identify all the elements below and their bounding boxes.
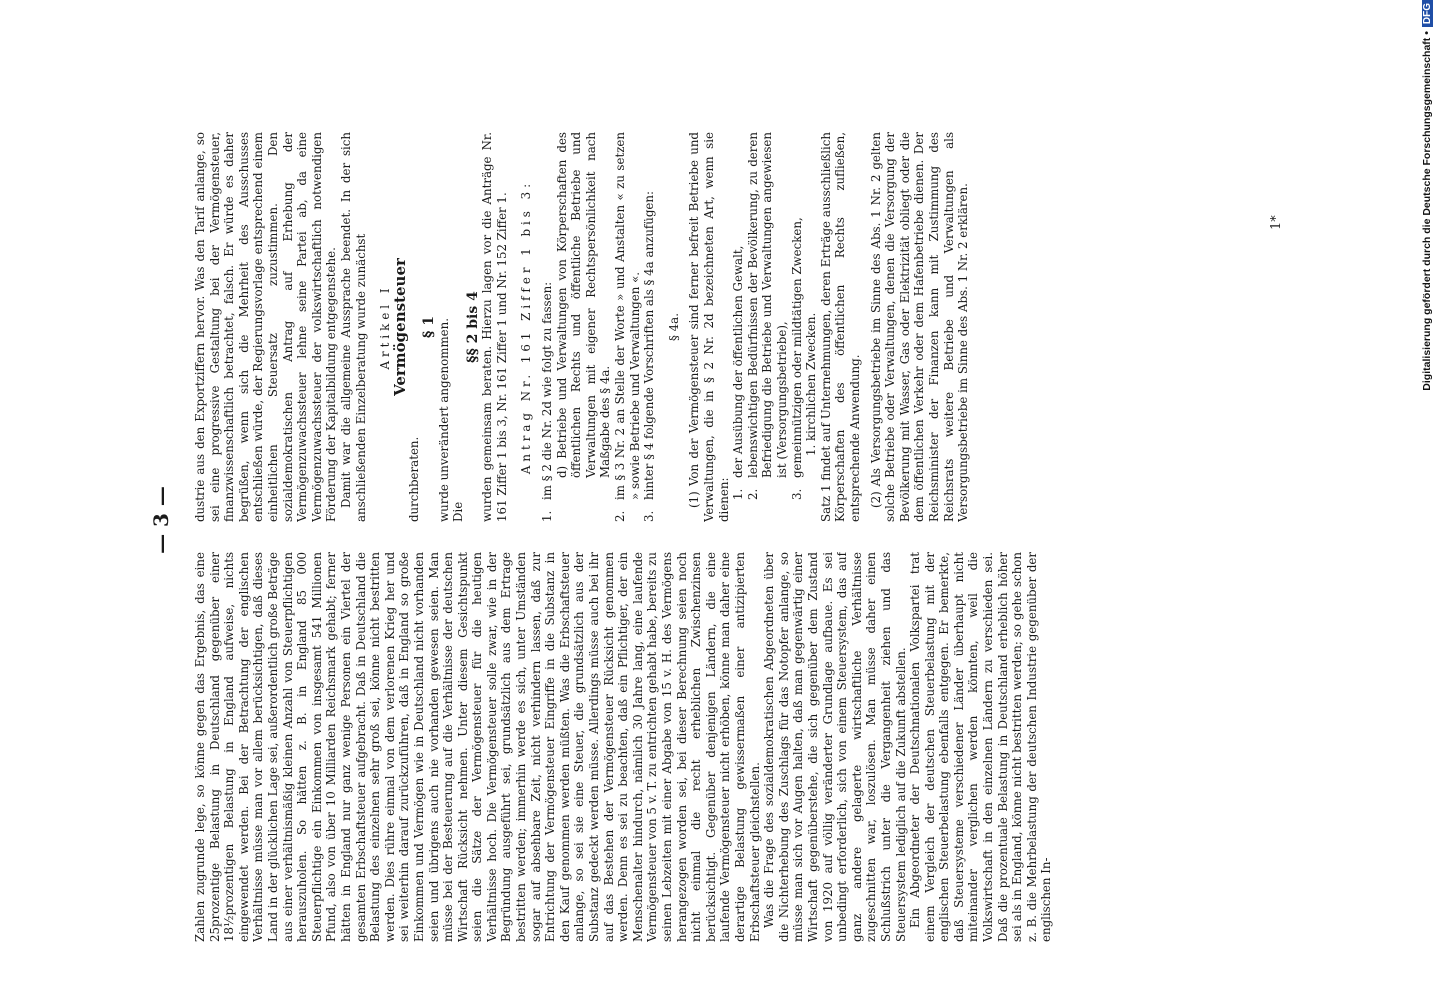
article-label: Artikel I (378, 284, 393, 370)
durchberaten-text: durchberaten. (407, 436, 422, 522)
paragraph-notopfer: Was die Frage des sozialdemokratischen Abgeordneten über die Nichterhebung des Zuschlags für das Notopfer anlange, so müsse man sich vor Augen halten, daß man gegenwärtig einer Wirtschaft gegenüberstehe, die sich gegenüber dem Zustand von 1920 auf völlig veränderter Grundlage aufbaue. Es sei unbedingt erforderlich, sich von einem Steuersystem, das auf ganz andere gelagerte wirtschaftliche Verhältnisse zugeschnitten war, loszulösen. Man müsse daher einen Schlußstrich unter die Vergangenheit ziehen und das Steuersystem lediglich auf die Zukunft abstellen. (762, 552, 908, 942)
list-item-number (804, 456, 819, 478)
section-2-4-label: §§ 2 bis 4 (464, 291, 481, 363)
list-item-text: lebenswichtigen Bedürfnissen der Bevölkerung, zu deren Befriedigung die Betriebe und Verwaltungen angewiesen ist (Versorgungsbetriebe), (745, 132, 789, 478)
antrag-item (642, 132, 657, 522)
section-1-label: § 1 (420, 316, 437, 338)
antrag-item (613, 132, 642, 522)
paragraph-deutschnational: Ein Abgeordneter der Deutschnationalen Volkspartei trat einem Vergleich der deutschen Steuerbelastung mit der englischen Steuerbelastung ebenfalls entgegen. Er bemerkte, daß Steuersysteme verschiedener Länder überhaupt nicht miteinander verglichen werden könnten, weil die Volkswirtschaft in den einzelnen Ländern zu verschieden sei. Daß die prozentuale Belastung in Deutschland erheblich höher sei als in England, könne nicht bestritten werden; so gehe schon z. B. die Mehrbelastung der deutschen Industrie gegenüber der englischen In- (908, 552, 1054, 942)
list-item-text: 1. kirchlichen Zwecken. (804, 312, 819, 456)
rotated-document-page (129, 50, 1299, 950)
section-4a-paragraph-2: (2) Als Versorgungsbetriebe im Sinne des Abs. 1 Nr. 2 gelten solche Betriebe oder Verwaltungen, denen die Versorgung der Bevölkerung mit Wasser, Gas oder Elektrizität obliegt oder die dem öffentlichen Verkehr oder dem Hafenbetriebe dienen. Der Reichsminister der Finanzen kann mit Zustimmung des Reichsrats weitere Betriebe und Verwaltungen als Versorgungsbetriebe im Sinne des Abs. 1 Nr. 2 erklären. (868, 132, 971, 522)
right-text-column (193, 132, 1288, 522)
antrag-item-text: hinter § 4 folgende Vorschriften als § 4a anzufügen: (642, 191, 657, 500)
section-1-text: wurde unverändert angenommen. (436, 318, 451, 522)
paragraph-aussprache: Damit war die allgemeine Aussprache beendet. In der sich anschließenden Einzelberatung wurde zunächst (338, 132, 368, 522)
paragraph-exportziffern: dustrie aus den Exportziffern hervor. Was den Tarif anlange, so sei eine progressive Gestaltung bei der Vermögensteuer, finanzwissenschaftlich betrachtet, falsch. Er würde es daher begrüßen, wenn sich die Mehrheit des Ausschusses entschließen würde, der Regierungsvorlage entsprechend einem einheitlichen Steuersatz zuzustimmen. Den sozialdemokratischen Antrag auf Erhebung der Vermögenzuwachssteuer lehne seine Partei ab, da eine Vermögenzuwachssteuer der volkswirtschaftlich notwendigen Förderung der Kapitalbildung entgegenstehe. (193, 132, 339, 522)
list-item-number: 3. (789, 488, 804, 500)
antrag-item-number (555, 478, 613, 500)
section-4a-list-item (790, 132, 805, 522)
antrag-heading: Antrag Nr. 161 Ziffer 1 bis 3: (519, 179, 534, 475)
die-label: Die (451, 501, 466, 522)
section-4a-paragraph-1: (1) Von der Vermögensteuer sind ferner befreit Betriebe und Verwaltungen, die in § 2 Nr. 2d bezeichneten Art, wenn sie dienen: (687, 132, 731, 522)
signature-mark: 1* (1269, 215, 1284, 230)
digitization-credit (1406, 0, 1434, 1000)
page-number: — 3 — (149, 486, 173, 554)
section-4a-list-item (731, 132, 746, 522)
antrag-item (540, 132, 555, 522)
list-item-text: gemeinnützigen oder mildtätigen Zwecken, (789, 217, 804, 478)
antrag-item-number: 3. (642, 510, 657, 522)
credit-text: Digitalisierung gefördert durch die Deutsche Forschungsgemeinschaft • (1421, 31, 1433, 391)
section-4a-list-item (804, 132, 819, 522)
dfg-logo: DFG (1422, 0, 1433, 27)
list-item-number: 1. (731, 488, 746, 500)
antrag-item-number: 1. (540, 510, 555, 522)
section-4a-list-item (746, 132, 790, 522)
section-4a-satz: Satz 1 findet auf Unternehmungen, deren Erträge ausschließlich Körperschaften des öffentlichen Rechts zufließen, entsprechende Anwendung. (818, 132, 862, 522)
section-2-4-text: wurden gemeinsam beraten. Hierzu lagen vor die Anträge Nr. 161 Ziffer 1 bis 3, Nr. 161 Ziffer 1 und Nr. 152 Ziffer 1. (480, 132, 509, 522)
antrag-item (555, 132, 613, 522)
list-item-number: 2. (745, 488, 760, 500)
article-title: Vermögensteuer (390, 258, 409, 396)
left-text-column (193, 552, 1288, 942)
section-4a-label: § 4a. (666, 313, 681, 341)
paragraph-steuervergleich: Zahlen zugrunde lege, so könne gegen das Ergebnis, das eine 25prozentige Belastung in Deutschland gegenüber einer 18½prozentigen Belastung in England aufweise, nichts eingewendet werden. Bei der Betrachtung der englischen Verhältnisse müsse man vor allem berücksichtigen, daß dieses Land in der glücklichen Lage sei, außerordentlich große Beträge aus einer verhältnismäßig kleinen Anzahl von Steuerpflichtigen herauszuholen. So hätten z. B. in England 85 000 Steuerpflichtige ein Einkommen von insgesamt 541 Millionen Pfund, also von über 10 Milliarden Reichsmark gehabt; ferner hätten in England nur ganz wenige Personen ein Viertel der gesamten Erbschaftsteuer aufgebracht. Daß in Deutschland die Belastung des einzelnen sehr groß sei, könne nicht bestritten werden. Dies rühre einmal von dem verlorenen Krieg her und sei weiterhin darauf zurückzuführen, daß in England so große Einkommen und Vermögen wie in Deutschland nicht vorhanden seien und übrigens auch nie vorhanden gewesen seien. Man müsse bei der Besteuerung auf die Verhältnisse der deutschen Wirtschaft Rücksicht nehmen. Unter diesem Gesichtspunkt seien die Sätze der Vermögensteuer für die heutigen Verhältnisse hoch. Die Vermögensteuer solle zwar, wie in der Begründung ausgeführt sei, grundsätzlich aus dem Ertrage bestritten werden; immerhin werde es sich, unter Umständen sogar auf absehbare Zeit, nicht verhindern lassen, daß zur Entrichtung der Vermögensteuer Eingriffe in die Substanz in den Kauf genommen werden müßten. Was die Erbschaftsteuer anlange, so sei sie eine Steuer, die grundsätzlich aus der Substanz gedeckt werden müsse. Allerdings müsse auch bei ihr auf das Bestehen der Vermögensteuer Rücksicht genommen werden. Denn es sei zu beachten, daß ein Pflichtiger, der ein Menschenalter hindurch, nämlich 30 Jahre lang, eine laufende Vermögensteuer von 5 v. T. zu entrichten gehabt habe, bereits zu seinen Lebzeiten mit einer Abgabe von 15 v. H. des Vermögens herangezogen worden sei, bei dieser Berechnung seien noch nicht einmal die recht erheblichen Zwischenzinsen berücksichtigt. Gegenüber denjenigen Ländern, die eine laufende Vermögensteuer nicht erhöben, könne man daher eine derartige Belastung gewissermaßen einer antizipierten Erbschaftsteuer gleichstellen. (193, 552, 762, 942)
antrag-item-text: d) Betriebe und Verwaltungen von Körperschaften des öffentlichen Rechts und öffentliche Betriebe und Verwaltungen mit eigener Rechtspersönlichkeit nach Maßgabe des § 4a. (554, 132, 613, 478)
antrag-item-number: 2. (613, 510, 628, 522)
antrag-item-text: im § 2 die Nr. 2d wie folgt zu fassen: (540, 281, 555, 500)
antrag-item-text: im § 3 Nr. 2 an Stelle der Worte » und Anstalten « zu setzen » sowie Betriebe und Verwaltungen «. (613, 132, 642, 500)
list-item-text: der Ausübung der öffentlichen Gewalt, (731, 245, 746, 478)
